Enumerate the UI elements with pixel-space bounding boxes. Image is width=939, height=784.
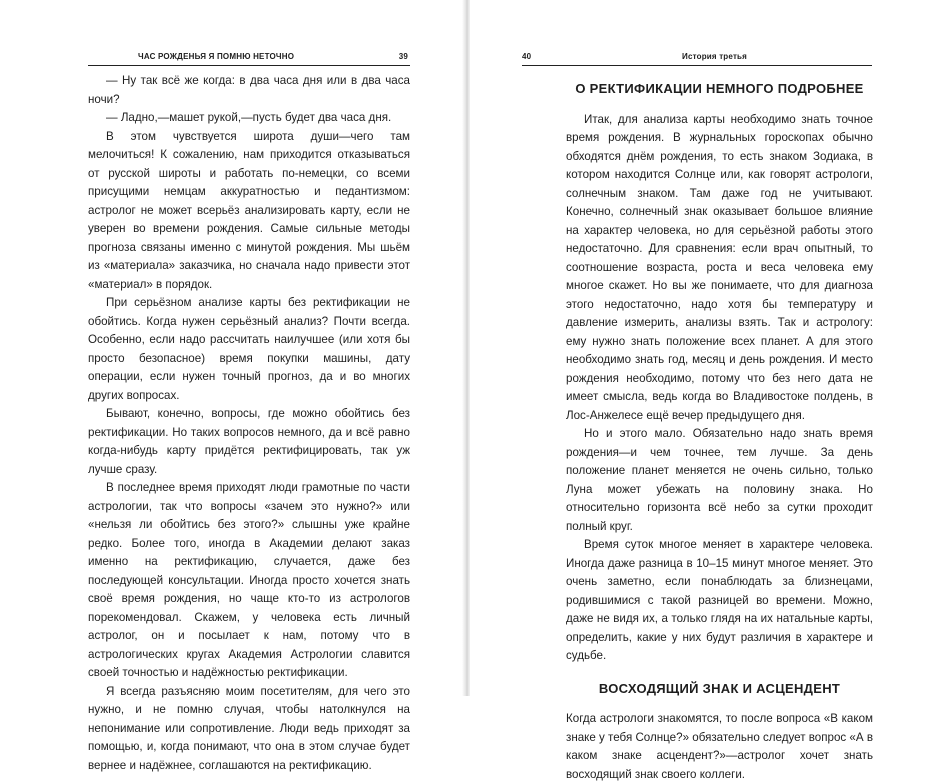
section-heading-ascendant: ВОСХОДЯЩИЙ ЗНАК И АСЦЕНДЕНТ bbox=[598, 680, 841, 696]
left-header-rule bbox=[88, 65, 410, 66]
paragraph: В последнее время приходят люди грамотные по части астрологии, так что вопросы «зачем это нужно?» или «нельзя ли обойтись без этого?» слышны уже крайне редко. Более того, иногда в Академии делают заказ именно на ректификацию, случается, даже без последующей консультации. Иногда просто хочется знать своё время рождения, но чаще кто-то из астрологов порекомендовал. Скажем, у человека есть личный астролог, он и посылает к нам, потому что в астрологических кругах Академия Астрологии славится своей точностью и надёжностью ректификации. bbox=[88, 481, 410, 679]
right-page bbox=[470, 0, 939, 781]
paragraph: — Ладно,—машет рукой,—пусть будет два часа дня. bbox=[106, 111, 392, 124]
paragraph: В этом чувствуется широта души—чего там мелочиться! К сожалению, нам приходится отказываться от русской широты и работать по-немецки, со всеми присущими немцам аккуратностью и педантизмом: астролог не может всерьёз анализировать карту, если не уверен во времени рождения. Самые сильные методы прогноза связаны именно с минутой рождения. Мы шьём из «материала» заказчика, но сначала надо привести этот «материал» в порядок. bbox=[88, 129, 410, 291]
paragraph: Бывают, конечно, вопросы, где можно обойтись без ректификации. Но таких вопросов немного, да и всё равно когда-нибудь карту придётся ректифицировать, так уж лучше сразу. bbox=[88, 407, 410, 476]
left-body-text bbox=[88, 72, 410, 775]
section-heading-rectification: О РЕКТИФИКАЦИИ НЕМНОГО ПОДРОБНЕЕ bbox=[575, 81, 864, 96]
right-running-header bbox=[522, 50, 842, 64]
right-body-text bbox=[566, 80, 873, 784]
left-header-title: ЧАС РОЖДЕНЬЯ Я ПОМНЮ НЕТОЧНО bbox=[138, 52, 295, 61]
paragraph: При серьёзном анализе карты без ректификации не обойтись. Когда нужен серьёзный анализ? Почти всегда. Особенно, если надо рассчитать наилучшее (или хотя бы просто безопасное) время покупки машины, дату операции, если нужен точный прогноз, да и во многих других вопросах. bbox=[88, 296, 410, 402]
left-page bbox=[0, 0, 464, 772]
paragraph: Время суток многое меняет в характере человека. Иногда даже разница в 10–15 минут многое меняет. Это очень заметно, если понаблюдать за близнецами, родившимися с такой разницей во времени. Можно, даже не видя их, а только глядя на их натальные карты, определить, какие у них будут различия в характере и судьбе. bbox=[566, 538, 873, 662]
right-page-number: 40 bbox=[522, 52, 532, 61]
paragraph: Я всегда разъясняю моим посетителям, для чего это нужно, и не помню случая, чтобы натолкнулся на непонимание или сопротивление. Люди ведь приходят за помощью, и, когда понимают, что она в этом случае будет вернее и надёжнее, соглашаются на ректификацию. bbox=[88, 684, 410, 772]
paragraph: Итак, для анализа карты необходимо знать точное время рождения. В журнальных гороскопах обычно обходятся днём рождения, то есть знаком Зодиака, в котором находится Солнце или, как говорят астрологи, солнечным знаком. Там даже год не учитывают. Конечно, солнечный знак оказывает большое влияние на характер человека, но для серьёзной работы этого недостаточно. Для сравнения: если врач опытный, то соотношение возраста, роста и веса человека ему многое скажет. Но вы же понимаете, что для диагноза этого недостаточно, надо хотя бы температуру и давление измерить, анализы взять. Так и астрологу: ему нужно знать положение всех планет. А для этого необходимо знать год, месяц и день рождения. И место рождения необходимо, потому что без него дата не имеет смысла, ведь когда во Владивостоке полдень, в Лос-Анжелесе ещё вечер предыдущего дня. bbox=[566, 112, 873, 422]
right-header-rule bbox=[522, 65, 872, 66]
right-header-title: История третья bbox=[682, 52, 748, 61]
left-running-header bbox=[88, 50, 408, 64]
paragraph: Но и этого мало. Обязательно надо знать время рождения—и чем точнее, тем лучше. За день положение планет меняется не очень сильно, только Луна может убежать на половину знака. Но относительно горизонта всё небо за сутки проходит полный круг. bbox=[566, 427, 873, 533]
paragraph: — Ну так всё же когда: в два часа дня или в два часа ночи? bbox=[88, 74, 410, 106]
left-page-number: 39 bbox=[398, 52, 408, 61]
paragraph: Когда астрологи знакомятся, то после вопроса «В каком знаке у тебя Солнце?» обязательно следует вопрос «А в каком знаке асцендент?»—астролог хочет знать восходящий знак своего коллеги. bbox=[566, 712, 873, 781]
